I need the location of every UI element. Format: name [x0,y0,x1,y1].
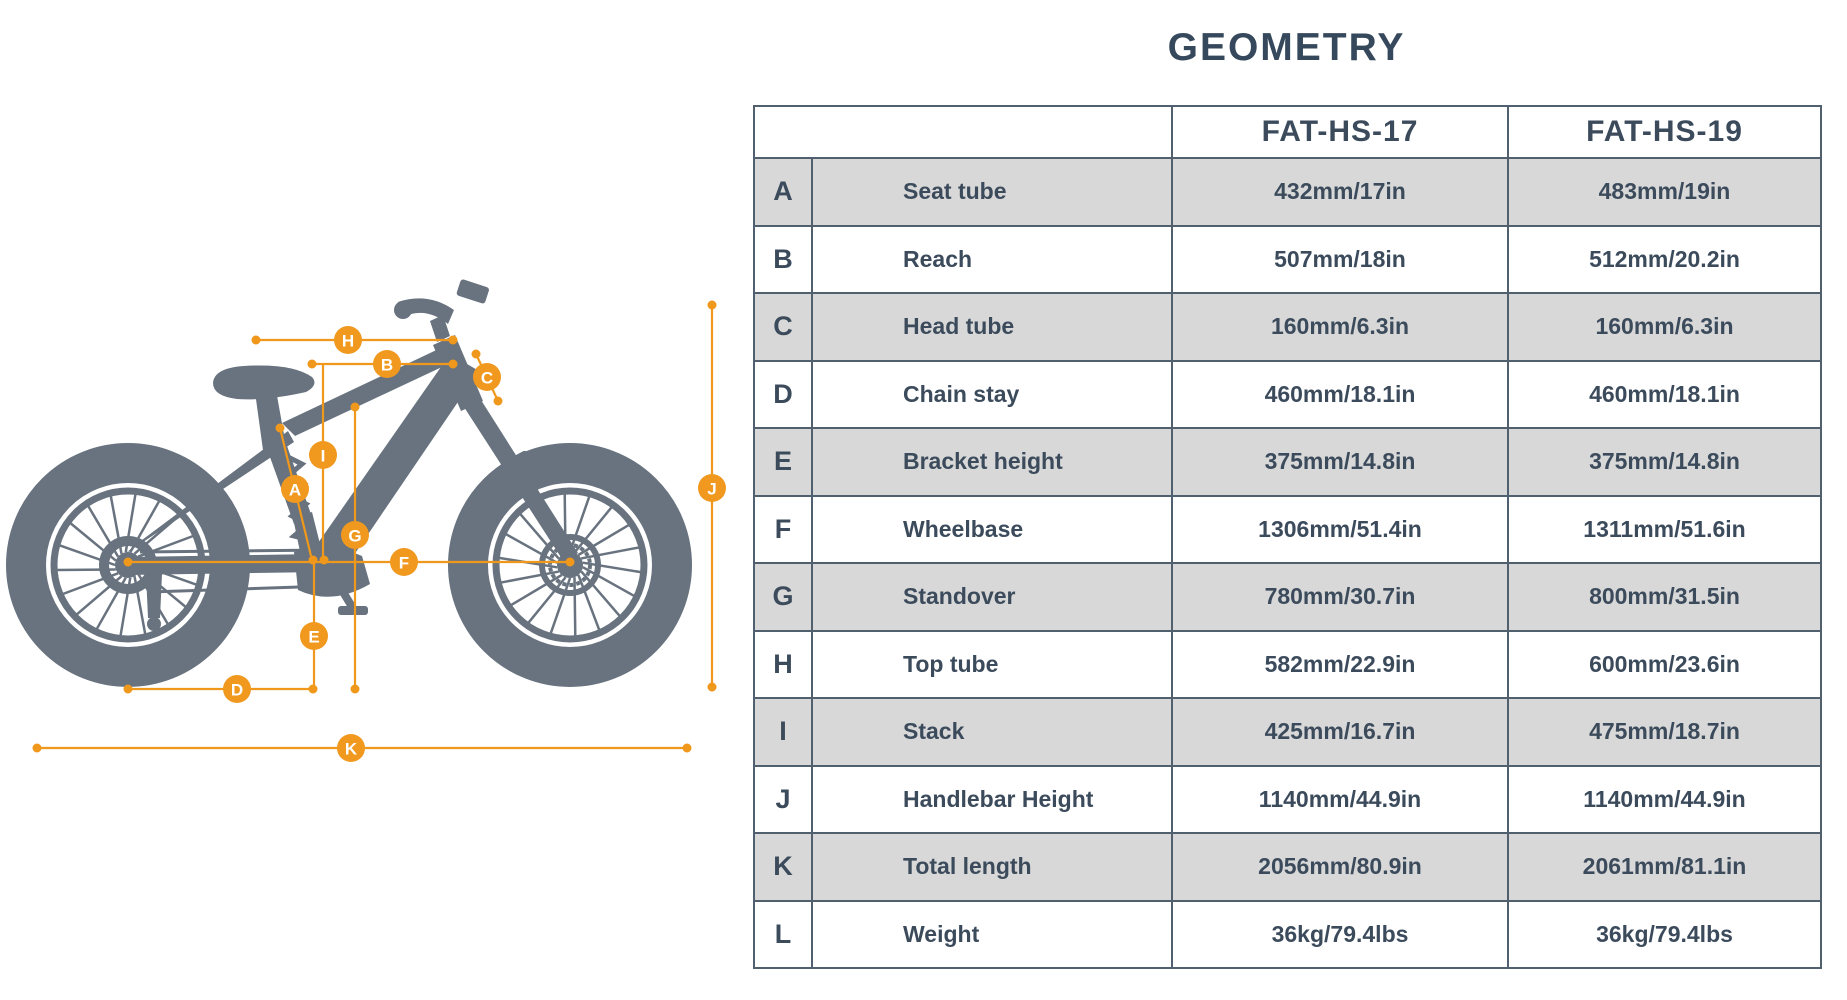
row-letter: K [754,833,812,901]
row-name: Total length [812,833,1172,901]
table-row [754,361,1821,429]
badge-E [300,622,328,650]
row-value-fat-hs-19: 600mm/23.6in [1508,631,1821,699]
badge-letter-h: H [341,331,355,351]
row-name: Standover [812,563,1172,631]
badge-K [337,734,365,762]
row-value-fat-hs-19: 800mm/31.5in [1508,563,1821,631]
row-value-fat-hs-19: 460mm/18.1in [1508,361,1821,429]
row-letter: D [754,361,812,429]
row-value-fat-hs-19: 1311mm/51.6in [1508,496,1821,564]
row-letter: I [754,698,812,766]
badge-letter-a: A [288,480,302,500]
row-name: Chain stay [812,361,1172,429]
badge-I [309,441,337,469]
row-name: Top tube [812,631,1172,699]
badge-letter-d: D [230,680,244,700]
badge-letter-f: F [398,553,410,573]
row-name: Seat tube [812,158,1172,226]
row-value-fat-hs-17: 375mm/14.8in [1172,428,1508,496]
table-row [754,563,1821,631]
row-value-fat-hs-17: 432mm/17in [1172,158,1508,226]
row-name: Weight [812,901,1172,969]
badge-B [373,350,401,378]
table-row [754,901,1821,969]
row-letter: J [754,766,812,834]
row-value-fat-hs-17: 1140mm/44.9in [1172,766,1508,834]
badge-letter-g: G [348,526,362,546]
badge-letter-k: K [344,739,358,759]
row-value-fat-hs-17: 36kg/79.4lbs [1172,901,1508,969]
row-value-fat-hs-17: 582mm/22.9in [1172,631,1508,699]
badge-letter-c: C [480,368,494,388]
row-letter: B [754,226,812,294]
row-value-fat-hs-17: 460mm/18.1in [1172,361,1508,429]
row-value-fat-hs-19: 2061mm/81.1in [1508,833,1821,901]
row-letter: C [754,293,812,361]
row-value-fat-hs-17: 425mm/16.7in [1172,698,1508,766]
row-value-fat-hs-19: 512mm/20.2in [1508,226,1821,294]
row-name: Bracket height [812,428,1172,496]
geometry-table [753,105,1822,969]
bike-geometry-diagram [0,0,753,1000]
table-row [754,428,1821,496]
badge-letter-i: I [320,446,326,466]
table-row [754,496,1821,564]
row-value-fat-hs-17: 507mm/18in [1172,226,1508,294]
header-fat-hs-19: FAT-HS-19 [1508,106,1821,158]
row-value-fat-hs-17: 780mm/30.7in [1172,563,1508,631]
table-row [754,698,1821,766]
row-value-fat-hs-19: 36kg/79.4lbs [1508,901,1821,969]
badge-C [473,363,501,391]
badge-J [698,474,726,502]
row-letter: A [754,158,812,226]
row-value-fat-hs-19: 1140mm/44.9in [1508,766,1821,834]
badge-A [281,475,309,503]
row-value-fat-hs-19: 483mm/19in [1508,158,1821,226]
badge-H [334,326,362,354]
badge-letter-b: B [380,355,394,375]
table-row [754,766,1821,834]
badge-G [341,521,369,549]
row-value-fat-hs-19: 375mm/14.8in [1508,428,1821,496]
table-header-row [754,106,1821,158]
row-letter: H [754,631,812,699]
row-value-fat-hs-17: 2056mm/80.9in [1172,833,1508,901]
table-row [754,833,1821,901]
table-row [754,158,1821,226]
header-fat-hs-17: FAT-HS-17 [1172,106,1508,158]
row-value-fat-hs-17: 1306mm/51.4in [1172,496,1508,564]
table-row [754,226,1821,294]
row-value-fat-hs-17: 160mm/6.3in [1172,293,1508,361]
header-empty-cell [754,106,1172,158]
badge-D [223,675,251,703]
badge-letter-e: E [308,627,320,647]
badge-F [390,548,418,576]
row-letter: F [754,496,812,564]
row-name: Reach [812,226,1172,294]
row-letter: G [754,563,812,631]
table-row [754,293,1821,361]
row-name: Stack [812,698,1172,766]
row-value-fat-hs-19: 160mm/6.3in [1508,293,1821,361]
row-value-fat-hs-19: 475mm/18.7in [1508,698,1821,766]
table-row [754,631,1821,699]
row-name: Handlebar Height [812,766,1172,834]
geometry-table-body [754,158,1821,968]
row-name: Wheelbase [812,496,1172,564]
row-letter: L [754,901,812,969]
badge-letter-j: J [707,479,717,499]
page-title: GEOMETRY [1167,26,1406,69]
row-letter: E [754,428,812,496]
row-name: Head tube [812,293,1172,361]
